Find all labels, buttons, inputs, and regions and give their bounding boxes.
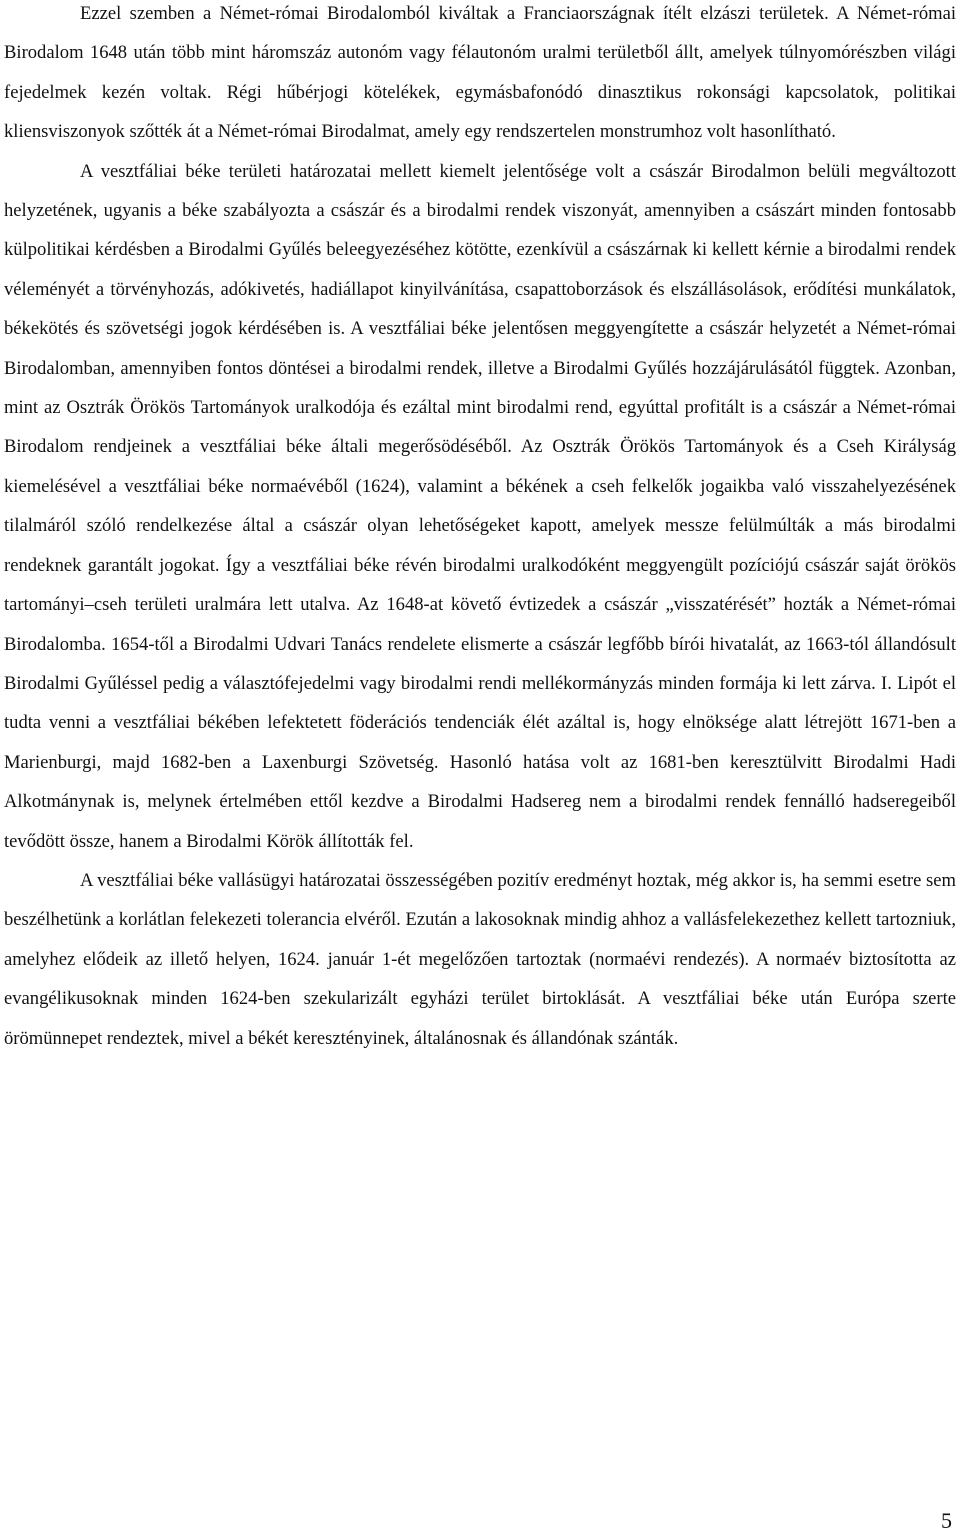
paragraph-elzasz: Ezzel szemben a Német-római Birodalomból kiváltak a Franciaországnak ítélt elzászi területek. A Német-római Birodalom 1648 után több mint háromszáz autonóm vagy félautonóm uralmi területből állt, amelyek túlnyomórészben világi fejedelmek kezén voltak. Régi hűbérjogi kötelékek, egymásbafonódó dinasztikus rokonsági kapcsolatok, politikai kliensviszonyok szőtték át a Német-római Birodalmat, amely egy rendszertelen monstrumhoz volt hasonlítható. xyxy=(4,3,956,143)
paragraph-religious-provisions: A vesztfáliai béke vallásügyi határozatai összességében pozitív eredményt hoztak, még akkor is, ha semmi esetre sem beszélhetünk a korlátlan felekezeti tolerancia elvéről. Ezután a lakosoknak mindig ahhoz a vallásfelekezethez kellett tartozniuk, amelyhez elődeik az illető helyen, 1624. január 1-ét megelőzően tartoztak (normaévi rendezés). A normaév biztosította az evangélikusoknak minden 1624-ben szekularizált egyházi terület birtoklását. A vesztfáliai béke után Európa szerte örömünnepet rendeztek, mivel a békét keresztényinek, általánosnak és állandónak szánták. xyxy=(4,869,956,1049)
page-number: 5 xyxy=(941,1508,952,1533)
paragraph-emperor-position: A vesztfáliai béke területi határozatai mellett kiemelt jelentősége volt a császár Birodalmon belüli megváltozott helyzetének, ugyanis a béke szabályozta a császár és a birodalmi rendek viszonyát, amennyiben a császárt minden fontosabb külpolitikai kérdésben a Birodalmi Gyűlés beleegyezéséhez kötötte, ezenkívül a császárnak ki kellett kérnie a birodalmi rendek véleményét a törvényhozás, adókivetés, hadiállapot kinyilvánítása, csapattoborzások és elszállásolások, erődítési munkálatok, békekötés és szövetségi jogok kérdésében is. A vesztfáliai béke jelentősen meggyengítette a császár helyzetét a Német-római Birodalomban, amennyiben fontos döntései a birodalmi rendek, illetve a Birodalmi Gyűlés hozzájárulásától függtek. Azonban, mint az Osztrák Örökös Tartományok uralkodója és ezáltal mint birodalmi rend, egyúttal profitált is a császár a Német-római Birodalom rendjeinek a vesztfáliai béke általi megerősödéséből. Az Osztrák Örökös Tartományok és a Cseh Királyság kiemelésével a vesztfáliai béke normaévéből (1624), valamint a békének a cseh felkelők jogaikba való visszahelyezésének tilalmáról szóló rendelkezése által a császár olyan lehetőségeket kapott, amelyek messze felülmúlták a más birodalmi rendeknek garantált jogokat. Így a vesztfáliai béke révén birodalmi uralkodóként meggyengült pozíciójú császár saját örökös tartományi–cseh területi uralmára lett utalva. Az 1648-at követő évtizedek a császár „visszatérését” hozták a Német-római Birodalomba. 1654-től a Birodalmi Udvari Tanács rendelete elismerte a császár legfőbb bírói hivatalát, az 1663-tól állandósult Birodalmi Gyűléssel pedig a választófejedelmi vagy birodalmi rendi mellékormányzás minden formája ki lett zárva. I. Lipót el tudta venni a vesztfáliai békében lefektetett föderációs tendenciák élét azáltal is, hogy elnöksége alatt létrejött 1671-ben a Marienburgi, majd 1682-ben a Laxenburgi Szövetség. Hasonló hatása volt az 1681-ben keresztülvitt Birodalmi Hadi Alkotmánynak is, melynek értelmében ettől kezdve a Birodalmi Hadsereg nem a birodalmi rendek fennálló hadseregeiből tevődött össze, hanem a Birodalmi Körök állították fel. xyxy=(4,160,956,852)
document-page xyxy=(4,0,956,1058)
